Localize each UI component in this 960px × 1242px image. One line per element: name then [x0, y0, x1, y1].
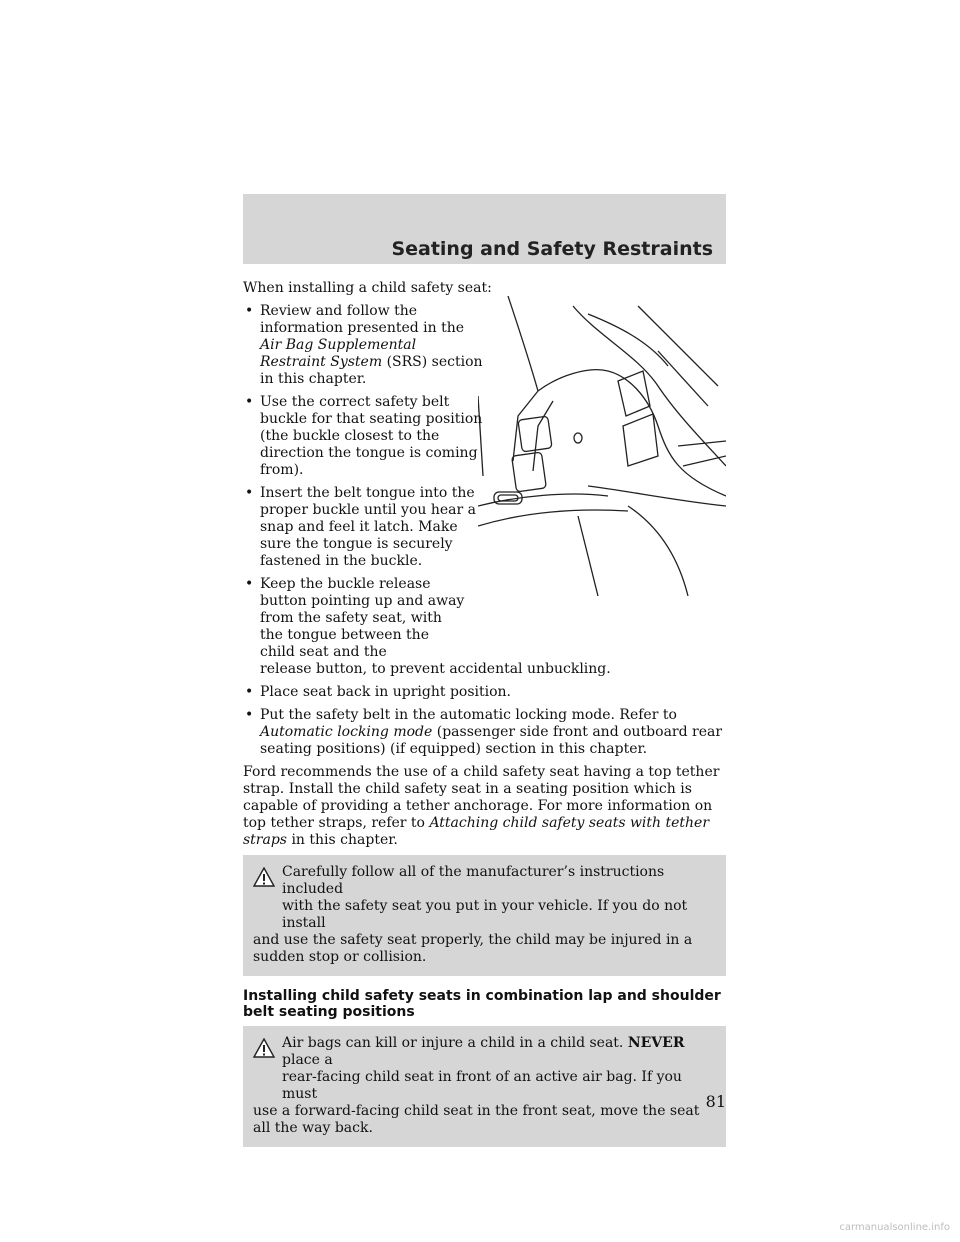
- bullet-dot: •: [245, 485, 254, 501]
- warning-triangle-icon: [253, 1038, 275, 1058]
- warning-box: Carefully follow all of the manufacturer’s instructions included with the safety seat you put in your vehicle. If you do not install and use the safety seat properly, the child may be injured in a sudden stop or collision.: [243, 855, 726, 976]
- bullet-dot: •: [245, 303, 254, 319]
- tether-paragraph: Ford recommends the use of a child safety seat having a top tether strap. Install the child safety seat in a seating position which is capable of providing a tether anchorage. For more information on top tether straps, refer to Attaching child safety seats with tether straps in this chapter.: [243, 764, 720, 848]
- section-heading: Installing child safety seats in combination lap and shoulder belt seating positions: [243, 988, 721, 1020]
- section-header: [243, 194, 726, 264]
- list-item: • Put the safety belt in the automatic locking mode. Refer to Automatic locking mode (passenger side front and outboard rear seating positions) (if equipped) section in this chapter.: [245, 707, 723, 757]
- list-item: • Use the correct safety belt buckle for that seating position (the buckle closest to the direction the tongue is coming from).: [245, 394, 483, 478]
- page-number: 81: [705, 1092, 726, 1111]
- bullet-dot: •: [245, 576, 254, 592]
- list-item: • Insert the belt tongue into the proper buckle until you hear a snap and feel it latch. Make sure the tongue is securely fastened in the buckle.: [245, 485, 476, 569]
- list-item: • Review and follow the information presented in the Air Bag Supplemental Restraint System (SRS) section in this chapter.: [245, 303, 483, 387]
- bullet-dot: •: [245, 684, 254, 700]
- bullet-dot: •: [245, 707, 254, 723]
- section-title: Seating and Safety Restraints: [391, 238, 713, 260]
- page-body: [243, 280, 726, 1159]
- list-item: • Place seat back in upright position.: [245, 684, 511, 700]
- warning-triangle-icon: [253, 867, 275, 887]
- warning-box: Air bags can kill or injure a child in a child seat. NEVER place a rear-facing child seat in front of an active air bag. If you must use a forward-facing child seat in the front seat, move the seat all the way back.: [243, 1026, 726, 1147]
- list-item: • Keep the buckle release button pointing up and away from the safety seat, with the tongue between the child seat and the release button, to prevent accidental unbuckling.: [245, 576, 611, 677]
- watermark-footer: carmanualsonline.info: [839, 1222, 950, 1233]
- intro-text: When installing a child safety seat:: [243, 280, 492, 296]
- bullet-dot: •: [245, 394, 254, 410]
